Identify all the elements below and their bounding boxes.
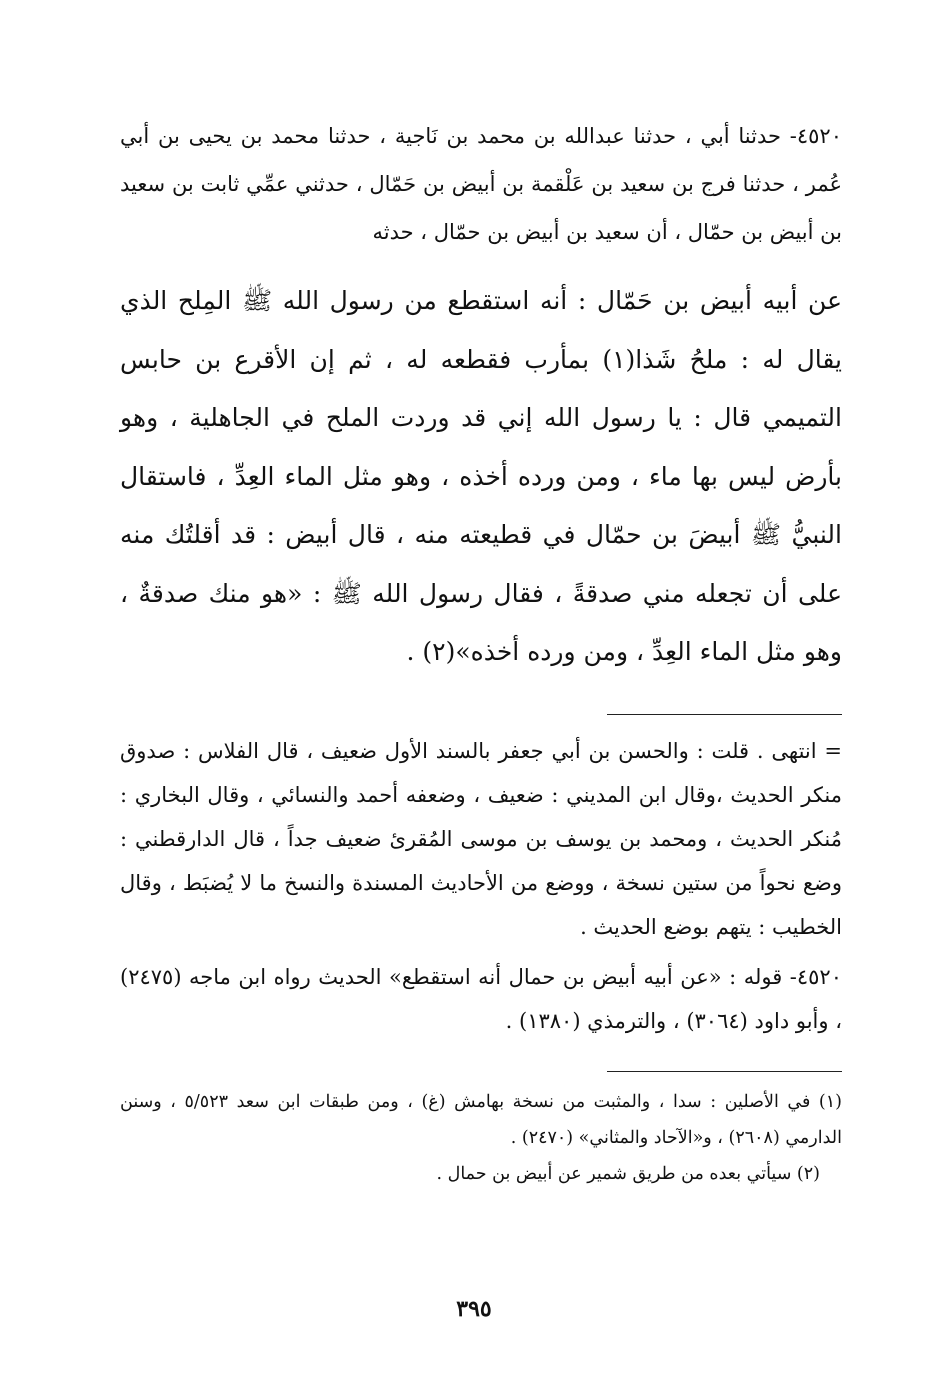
footnote-divider — [607, 1071, 842, 1072]
hadith-isnad: ٤٥٢٠- حدثنا أبي ، حدثنا عبدالله بن محمد بن نَاجية ، حدثنا محمد بن يحيى بن أبي عُمر ، حدثنا فرج بن سعيد بن عَلْقمة بن أبيض بن حَمّال ، حدثني عمِّي ثابت بن سعيد بن أبيض بن حمّال ، أن سعيد بن أبيض بن حمّال ، حدثه — [120, 124, 842, 244]
footnote-1: (١) في الأصلين : سدا ، والمثبت من نسخة بهامش (غ) ، ومن طبقات ابن سعد ٥/٥٢٣ ، وسنن الدارمي (٢٦٠٨) ، و«الآحاد والمثاني» (٢٤٧٠) . — [120, 1091, 842, 1148]
footnotes — [120, 1084, 842, 1192]
page-body — [120, 112, 842, 1192]
hadith-matn: عن أبيه أبيض بن حَمّال : أنه استقطع من رسول الله ﷺ المِلح الذي يقال له : ملحُ شَذا(١) بمأرب فقطعه له ، ثم إن الأقرع بن حابس التميمي قال : يا رسول الله إني قد وردت الملح في الجاهلية ، وهو بأرض ليس بها ماء ، ومن ورده أخذه ، وهو مثل الماء العِدِّ ، فاستقال النبيُّ ﷺ أبيضَ بن حمّال في قطيعته منه ، قال أبيض : قد أقلتُك منه على أن تجعله مني صدقةً ، فقال رسول الله ﷺ : «هو منك صدقةٌ ، وهو مثل الماء العِدِّ ، ومن ورده أخذه»(٢) . — [120, 286, 842, 666]
page-number: ٣٩٥ — [456, 1296, 492, 1322]
commentary-divider — [607, 714, 842, 715]
footnote-2: (٢) سيأتي بعده من طريق شمير عن أبيض بن حمال . — [436, 1163, 820, 1184]
commentary-continuation: = انتهى . قلت : والحسن بن أبي جعفر بالسند الأول ضعيف ، قال الفلاس : صدوق منكر الحديث ،وقال ابن المديني : ضعيف ، وضعفه أحمد والنسائي ، وقال البخاري : مُنكر الحديث ، ومحمد بن يوسف بن موسى المُقرئ ضعيف جداً ، قال الدارقطني : وضع نحواً من ستين نسخة ، ووضع من الأحاديث المسندة والنسخ ما لا يُضبَط ، وقال الخطيب : يتهم بوضع الحديث . — [120, 738, 842, 939]
commentary-note-4520: ٤٥٢٠- قوله : «عن أبيه أبيض بن حمال أنه استقطع» الحديث رواه ابن ماجه (٢٤٧٥) ، وأبو داود (٣٠٦٤) ، والترمذي (١٣٨٠) . — [120, 964, 842, 1033]
